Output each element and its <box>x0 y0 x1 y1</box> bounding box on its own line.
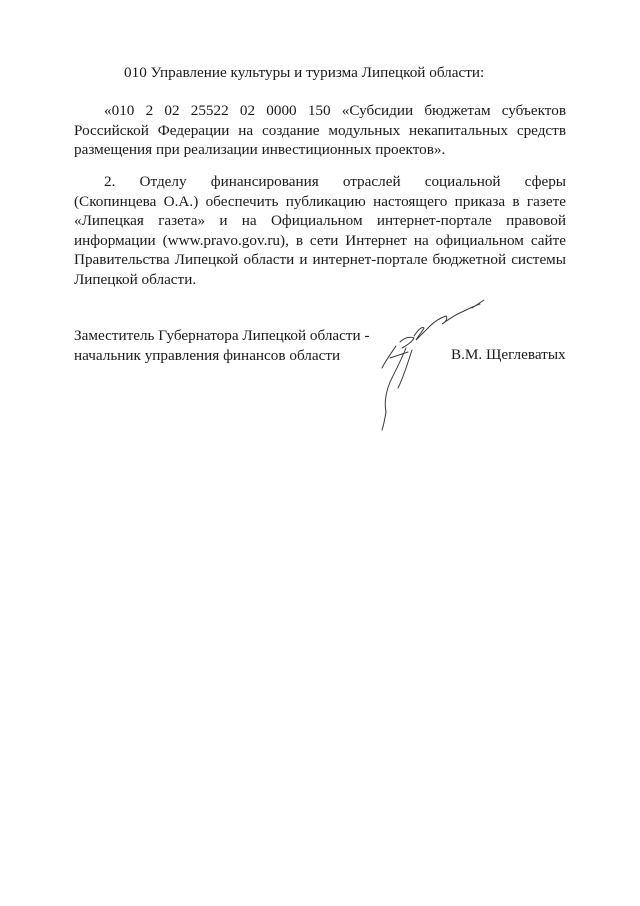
signatory-name: В.М. Щеглеватых <box>451 346 566 363</box>
paragraph-2-line-2: (Скопинцева О.А.) обеспечить публикацию настоящего приказа в газете <box>74 192 566 210</box>
signatory-position-line-1: Заместитель Губернатора Липецкой области - <box>74 327 370 344</box>
revenue-code-entry <box>74 101 566 160</box>
code-entry-line-3: размещения при реализации инвестиционных проектов». <box>74 141 446 158</box>
handwritten-signature <box>362 296 492 436</box>
budget-item-010: 010 Управление культуры и туризма Липецкой области: <box>124 64 485 81</box>
paragraph-2 <box>74 172 566 289</box>
code-entry-line-2: Российской Федерации на создание модульных некапитальных средств <box>74 121 566 139</box>
paragraph-2-line-3: «Липецкая газета» и на Официальном интернет-портале правовой <box>74 212 566 229</box>
paragraph-2-line-1: 2. Отделу финансирования отраслей социальной сферы <box>104 173 566 190</box>
signatory-position <box>74 326 374 365</box>
paragraph-2-line-5: Правительства Липецкой области и интернет-портале бюджетной системы <box>74 251 566 268</box>
paragraph-2-line-4: информации (www.pravo.gov.ru), в сети Интернет на официальном сайте <box>74 231 566 249</box>
signatory-position-line-2: начальник управления финансов области <box>74 346 341 364</box>
paragraph-2-line-6: Липецкой области. <box>74 270 197 288</box>
code-entry-line-1: «010 2 02 25522 02 0000 150 «Субсидии бюджетам субъектов <box>104 102 566 119</box>
